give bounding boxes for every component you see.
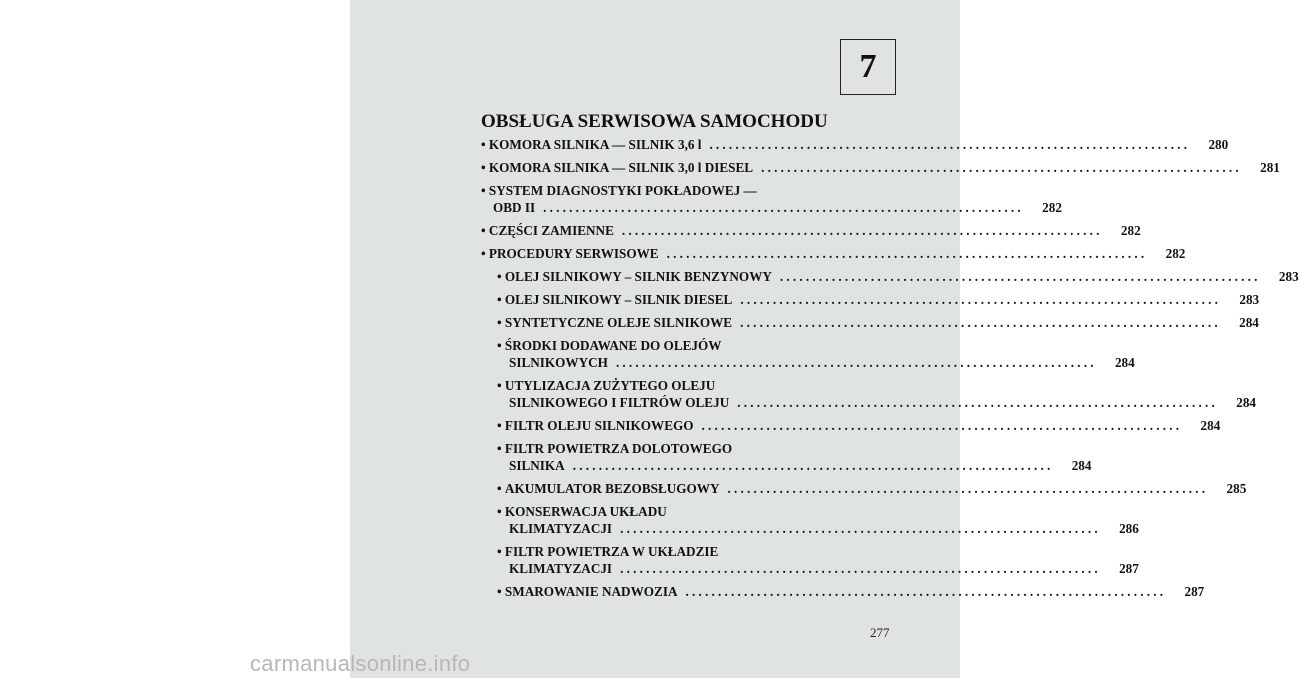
toc-leader-dots: .......................................................................... [620,521,1101,536]
manual-page [350,0,1299,678]
toc-subentry[interactable] [481,543,1139,577]
toc-subentry[interactable] [481,583,1205,600]
toc-entry-label: PROCEDURY SERWISOWE [488,246,659,261]
toc-page-number: 282 [1042,200,1062,215]
toc-page-number: 284 [1236,395,1257,410]
table-of-contents [481,136,1299,606]
toc-entry[interactable] [481,159,1280,176]
toc-entry-label: FILTR OLEJU SILNIKOWEGO [504,418,694,433]
chapter-number: 7 [859,48,877,85]
toc-page-number: 284 [1071,458,1092,473]
toc-entry-label: KOMORA SILNIKA — SILNIK 3,6 l [488,137,702,152]
toc-page-number: 286 [1119,521,1139,536]
toc-leader-dots: .......................................................................... [621,223,1103,238]
toc-bullet: • [497,504,502,519]
toc-page-number: 284 [1239,315,1259,330]
toc-leader-dots: .......................................................................... [620,561,1101,576]
toc-leader-dots: .......................................................................... [572,458,1054,473]
toc-subentry[interactable] [481,417,1221,434]
toc-entry-label: CZĘŚCI ZAMIENNE [488,223,614,238]
toc-page-number: 282 [1165,246,1186,261]
toc-bullet: • [497,441,502,456]
toc-leader-dots: .......................................................................... [685,584,1167,599]
toc-page-number: 283 [1239,292,1260,307]
toc-bullet: • [481,137,486,152]
toc-bullet: • [497,338,502,353]
toc-bullet: • [497,269,502,284]
toc-leader-dots: .......................................................................... [543,200,1024,215]
toc-entry-label: FILTR POWIETRZA DOLOTOWEGO [504,441,733,456]
toc-entry-label: SYNTETYCZNE OLEJE SILNIKOWE [504,315,733,330]
toc-entry[interactable] [481,222,1141,239]
toc-bullet: • [497,481,502,496]
toc-entry-label: UTYLIZACJA ZUŻYTEGO OLEJU [504,378,716,393]
toc-page-number: 280 [1208,137,1229,152]
toc-entry-label-cont: OBD II [493,200,536,215]
toc-page-number: 282 [1120,223,1141,238]
toc-entry-label: KOMORA SILNIKA — SILNIK 3,0 l DIESEL [488,160,754,175]
toc-leader-dots: .......................................................................... [727,481,1209,496]
toc-subentry[interactable] [481,314,1259,331]
toc-entry-label: OLEJ SILNIKOWY – SILNIK DIESEL [504,292,733,307]
toc-subentry[interactable] [481,337,1135,371]
toc-subentry[interactable] [481,291,1260,308]
toc-leader-dots: .......................................................................... [740,315,1221,330]
toc-subentry[interactable] [481,480,1247,497]
toc-bullet: • [497,584,502,599]
toc-bullet: • [481,223,486,238]
toc-leader-dots: .......................................................................... [779,269,1261,284]
toc-subentry[interactable] [481,377,1257,411]
chapter-number-box [840,39,896,95]
toc-page-number: 284 [1114,355,1135,370]
toc-bullet: • [497,418,502,433]
toc-bullet: • [497,292,502,307]
toc-entry[interactable] [481,182,1062,216]
toc-entry-label: SYSTEM DIAGNOSTYKI POKŁADOWEJ — [488,183,757,198]
toc-page-number: 281 [1260,160,1280,175]
toc-leader-dots: .......................................................................... [740,292,1222,307]
toc-entry-label-cont: KLIMATYZACJI [509,521,613,536]
toc-entry-label-cont: KLIMATYZACJI [509,561,613,576]
toc-bullet: • [497,378,502,393]
toc-entry-label: FILTR POWIETRZA W UKŁADZIE [504,544,719,559]
toc-page-number: 283 [1278,269,1299,284]
toc-leader-dots: .......................................................................... [666,246,1148,261]
toc-subentry[interactable] [481,440,1092,474]
blank-left-area [0,0,350,678]
toc-page-number: 284 [1200,418,1221,433]
toc-bullet: • [481,246,486,261]
toc-bullet: • [497,315,502,330]
toc-entry-label: OLEJ SILNIKOWY – SILNIK BENZYNOWY [504,269,772,284]
toc-leader-dots: .......................................................................... [615,355,1097,370]
toc-entry[interactable] [481,245,1186,262]
toc-leader-dots: .......................................................................... [737,395,1219,410]
toc-bullet: • [481,160,486,175]
toc-leader-dots: .......................................................................... [701,418,1183,433]
toc-bullet: • [497,544,502,559]
page-number: 277 [870,625,890,640]
toc-entry-label: SMAROWANIE NADWOZIA [504,584,678,599]
toc-page-number: 285 [1226,481,1247,496]
toc-entry-label: ŚRODKI DODAWANE DO OLEJÓW [504,338,722,353]
toc-entry-label-cont: SILNIKA [509,458,565,473]
toc-leader-dots: .......................................................................... [761,160,1242,175]
section-title: OBSŁUGA SERWISOWA SAMOCHODU [481,111,828,132]
toc-subentry[interactable] [481,503,1139,537]
toc-entry[interactable] [481,136,1229,153]
toc-page-number: 287 [1119,561,1139,576]
toc-entry-label: KONSERWACJA UKŁADU [504,504,667,519]
toc-subentry[interactable] [481,268,1299,285]
toc-entry-label-cont: SILNIKOWEGO I FILTRÓW OLEJU [509,395,730,410]
toc-page-number: 287 [1184,584,1205,599]
watermark-text: carmanualsonline.info [250,651,471,676]
toc-entry-label-cont: SILNIKOWYCH [509,355,608,370]
toc-entry-label: AKUMULATOR BEZOBSŁUGOWY [504,481,720,496]
toc-leader-dots: .......................................................................... [709,137,1191,152]
toc-bullet: • [481,183,486,198]
